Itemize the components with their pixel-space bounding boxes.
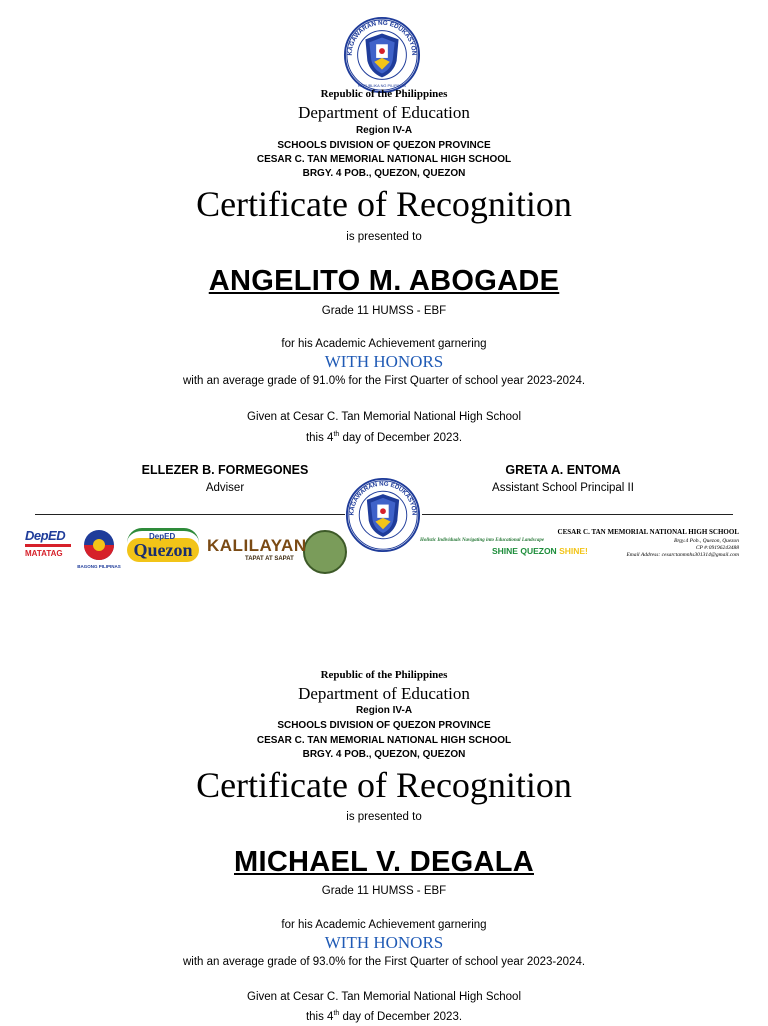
address-line: BRGY. 4 POB., QUEZON, QUEZON: [302, 168, 466, 179]
footer-email: Email Address: cesarctanmnhs301314@gmail.com: [626, 552, 739, 558]
department-line: Department of Education: [298, 684, 470, 703]
quezon-deped-text: DepED: [149, 532, 176, 541]
matatag-logo-text: MATATAG: [25, 549, 63, 558]
region-line: Region IV-A: [355, 125, 413, 136]
slogan-part-a: SHINE QUEZON: [492, 546, 557, 556]
adviser-title: Adviser: [205, 482, 245, 494]
division-line: SCHOOLS DIVISION OF QUEZON PROVINCE: [277, 720, 491, 731]
date-suffix: day of December 2023.: [339, 431, 463, 444]
recipient-name: MICHAEL V. DEGALA: [234, 846, 534, 878]
date-line: [0, 426, 768, 447]
adviser-name: ELLEZER B. FORMEGONES: [141, 463, 309, 477]
address-line: BRGY. 4 POB., QUEZON, QUEZON: [302, 749, 466, 760]
grade-section: Grade 11 HUMSS - EBF: [321, 305, 447, 317]
achievement-intro: for his Academic Achievement garnering: [281, 919, 487, 931]
kalilayan-logo-text: KALILAYAN: [207, 536, 307, 555]
bagong-pilipinas-logo-icon: [77, 527, 121, 571]
footer-slogan: [492, 546, 588, 556]
footer-divider-left: [35, 514, 345, 515]
given-at: Given at Cesar C. Tan Memorial National High School: [247, 991, 521, 1003]
kalilayan-subtext: TAPAT AT SAPAT: [245, 556, 294, 562]
date-ordinal: th: [333, 1010, 340, 1017]
region-line: Region IV-A: [355, 705, 413, 716]
presented-to: is presented to: [346, 811, 422, 823]
kalilayan-logo: [207, 530, 347, 572]
seal-ring-text: KAGAWARAN NG EDUKASYON: [346, 19, 418, 56]
deped-quezon-logo: [127, 532, 199, 566]
date-ordinal: th: [333, 431, 340, 438]
certificate-title: Certificate of Recognition: [196, 184, 572, 224]
republic-line: Republic of the Philippines: [320, 669, 448, 681]
svg-text:KAGAWARAN NG EDUKASYON: KAGAWARAN NG EDUKASYON: [348, 480, 418, 516]
bagong-pilipinas-text: BAGONG PILIPINAS: [77, 564, 121, 569]
principal-title: Assistant School Principal II: [492, 482, 634, 494]
deped-seal-icon: [343, 16, 421, 94]
footer-address: Brgy.4 Pob., Quezon, Quezon: [673, 538, 739, 544]
honor-label: WITH HONORS: [324, 933, 444, 952]
recipient-name: ANGELITO M. ABOGADE: [208, 265, 560, 297]
date-prefix: this 4: [305, 431, 334, 444]
date-line: [0, 1005, 768, 1026]
seal-bottom-text: REPUBLIKA NG PILIPINAS: [357, 83, 407, 89]
footer-tagline: Holistic Individuals Navigating into Educational Landscape: [420, 538, 545, 543]
quezon-logo-text: Quezon: [133, 540, 193, 560]
grade-section: Grade 11 HUMSS - EBF: [321, 885, 447, 897]
presented-to: is presented to: [346, 231, 422, 243]
footer-contact: [626, 538, 739, 559]
footer-phone: CP #:09196243488: [695, 545, 739, 551]
date-suffix: day of December 2023.: [339, 1010, 463, 1023]
average-line: with an average grade of 93.0% for the First Quarter of school year 2023-2024.: [182, 956, 586, 968]
date-prefix: this 4: [305, 1010, 334, 1023]
republic-line: Republic of the Philippines: [320, 88, 448, 100]
certificate-title: Certificate of Recognition: [196, 765, 572, 805]
footer-deped-seal-icon: [345, 477, 421, 553]
given-at: Given at Cesar C. Tan Memorial National High School: [247, 411, 521, 423]
footer-school-info: [420, 528, 739, 558]
kalilayan-emblem: [303, 530, 347, 574]
school-line: CESAR C. TAN MEMORIAL NATIONAL HIGH SCHOOL: [256, 735, 512, 746]
slogan-part-b: SHINE!: [559, 546, 588, 556]
deped-logo-text: DepED: [25, 528, 66, 543]
achievement-intro: for his Academic Achievement garnering: [281, 338, 487, 350]
footer-divider-right: [422, 514, 733, 515]
department-line: Department of Education: [298, 103, 470, 122]
school-line: CESAR C. TAN MEMORIAL NATIONAL HIGH SCHOOL: [256, 154, 512, 165]
deped-logo-stripe: [25, 544, 71, 547]
principal-name: GRETA A. ENTOMA: [505, 463, 621, 477]
division-line: SCHOOLS DIVISION OF QUEZON PROVINCE: [277, 140, 491, 151]
footer-school-name: CESAR C. TAN MEMORIAL NATIONAL HIGH SCHOOL: [557, 528, 739, 536]
deped-matatag-logo: [25, 528, 71, 570]
average-line: with an average grade of 91.0% for the First Quarter of school year 2023-2024.: [182, 375, 586, 387]
honor-label: WITH HONORS: [324, 352, 444, 371]
